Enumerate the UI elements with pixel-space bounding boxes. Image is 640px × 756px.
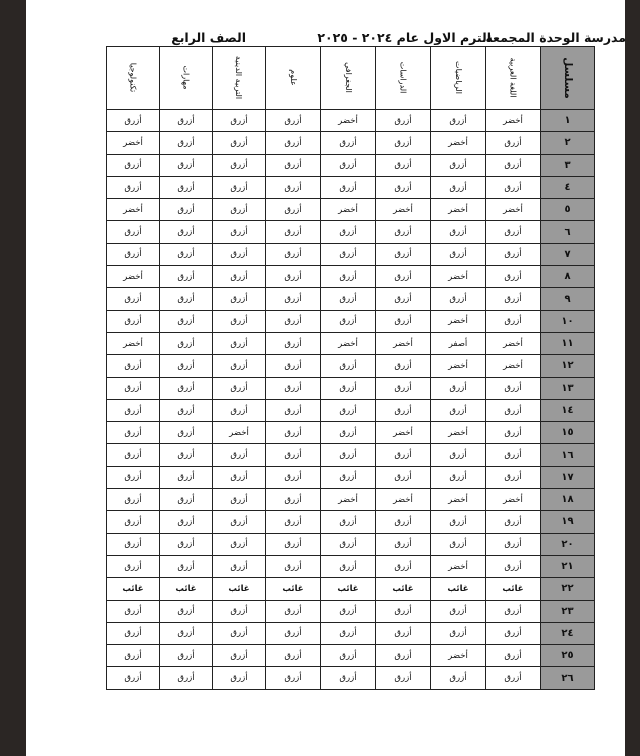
- column-header-label: علوم: [288, 69, 298, 86]
- grade-cell: أزرق: [486, 667, 541, 689]
- table-row: [107, 399, 595, 421]
- grade-cell: أزرق: [266, 176, 321, 198]
- grade-cell: أخضر: [431, 422, 486, 444]
- grade-cell: أزرق: [160, 533, 213, 555]
- grade-cell: أزرق: [213, 266, 266, 288]
- grade-cell: أزرق: [431, 176, 486, 198]
- column-header: [213, 47, 266, 110]
- serial-cell: ٨: [541, 266, 595, 288]
- grade-cell: أزرق: [376, 355, 431, 377]
- grade-cell: أزرق: [486, 243, 541, 265]
- grade-cell: أزرق: [160, 422, 213, 444]
- column-header: [486, 47, 541, 110]
- table-row: [107, 578, 595, 600]
- grade-cell: أزرق: [107, 288, 160, 310]
- table-row: [107, 266, 595, 288]
- grade-cell: أزرق: [213, 288, 266, 310]
- grade-cell: أزرق: [376, 533, 431, 555]
- column-header-label: التربية الدينية: [234, 55, 244, 100]
- grade-cell: أزرق: [213, 667, 266, 689]
- grade-cell: أزرق: [160, 199, 213, 221]
- grade-cell: أزرق: [486, 266, 541, 288]
- grade-cell: أخضر: [321, 489, 376, 511]
- grade-cell: أزرق: [486, 288, 541, 310]
- grade-cell: أزرق: [376, 310, 431, 332]
- grade-cell: أزرق: [321, 176, 376, 198]
- grade-cell: أزرق: [486, 310, 541, 332]
- grade-cell: غائب: [107, 578, 160, 600]
- column-header-label: الجغرافي: [343, 62, 353, 93]
- grade-cell: أخضر: [376, 199, 431, 221]
- grade-cell: غائب: [160, 578, 213, 600]
- table-row: [107, 466, 595, 488]
- grade-cell: أزرق: [266, 221, 321, 243]
- serial-cell: ٣: [541, 154, 595, 176]
- grade-cell: أخضر: [486, 332, 541, 354]
- serial-cell: ٢٤: [541, 622, 595, 644]
- column-header-label: الرياضيات: [453, 61, 463, 94]
- serial-cell: ٦: [541, 221, 595, 243]
- grade-cell: أزرق: [266, 489, 321, 511]
- grade-cell: أزرق: [266, 288, 321, 310]
- grade-cell: أزرق: [213, 377, 266, 399]
- grade-cell: أزرق: [431, 377, 486, 399]
- grade-cell: أزرق: [266, 243, 321, 265]
- serial-cell: ٢٠: [541, 533, 595, 555]
- grade-cell: أزرق: [266, 645, 321, 667]
- grade-cell: أزرق: [107, 176, 160, 198]
- grade-cell: أزرق: [160, 622, 213, 644]
- grade-cell: أزرق: [431, 221, 486, 243]
- grade-cell: أزرق: [431, 600, 486, 622]
- grade-cell: أزرق: [376, 377, 431, 399]
- serial-cell: ١٥: [541, 422, 595, 444]
- grade-cell: أزرق: [213, 645, 266, 667]
- column-header: [160, 47, 213, 110]
- table-row: [107, 243, 595, 265]
- grade-cell: أزرق: [266, 600, 321, 622]
- grade-cell: أزرق: [376, 154, 431, 176]
- grade-cell: أزرق: [160, 444, 213, 466]
- grade-cell: أزرق: [266, 310, 321, 332]
- column-header-label: اللغة العربية: [508, 57, 518, 98]
- grade-cell: أزرق: [213, 555, 266, 577]
- serial-cell: ٤: [541, 176, 595, 198]
- table-row: [107, 667, 595, 689]
- grade-cell: أزرق: [107, 600, 160, 622]
- grade-cell: أزرق: [321, 288, 376, 310]
- grade-cell: أزرق: [486, 600, 541, 622]
- grade-cell: أزرق: [107, 110, 160, 132]
- grade-cell: أخضر: [486, 355, 541, 377]
- grade-cell: أزرق: [321, 466, 376, 488]
- grade-cell: أزرق: [321, 422, 376, 444]
- grade-cell: أزرق: [160, 221, 213, 243]
- grade-cell: أزرق: [266, 199, 321, 221]
- grade-cell: أزرق: [321, 266, 376, 288]
- grade-cell: أزرق: [486, 622, 541, 644]
- grade-cell: أزرق: [160, 310, 213, 332]
- grade-cell: أزرق: [321, 555, 376, 577]
- table-row: [107, 288, 595, 310]
- serial-cell: ٥: [541, 199, 595, 221]
- grade-cell: أزرق: [376, 466, 431, 488]
- grade-cell: أزرق: [431, 154, 486, 176]
- grade-cell: أزرق: [160, 176, 213, 198]
- grade-cell: أزرق: [213, 310, 266, 332]
- grade-cell: أزرق: [321, 645, 376, 667]
- grade-cell: أزرق: [266, 422, 321, 444]
- grade-cell: أزرق: [376, 444, 431, 466]
- grade-cell: أزرق: [107, 243, 160, 265]
- grade-cell: أزرق: [160, 667, 213, 689]
- grade-cell: أزرق: [431, 511, 486, 533]
- serial-cell: ٩: [541, 288, 595, 310]
- grade-cell: أزرق: [266, 110, 321, 132]
- grade-cell: أزرق: [213, 154, 266, 176]
- grade-cell: أزرق: [107, 645, 160, 667]
- serial-cell: ١٤: [541, 399, 595, 421]
- grade-cell: أزرق: [266, 444, 321, 466]
- table-row: [107, 533, 595, 555]
- grade-cell: أزرق: [213, 399, 266, 421]
- grade-cell: أزرق: [376, 622, 431, 644]
- grade-label: الصف الرابع: [171, 30, 246, 45]
- serial-cell: ٢: [541, 132, 595, 154]
- grade-cell: أزرق: [266, 555, 321, 577]
- grade-cell: أزرق: [321, 622, 376, 644]
- grade-cell: أزرق: [486, 555, 541, 577]
- grade-cell: أزرق: [107, 489, 160, 511]
- grade-cell: أزرق: [266, 154, 321, 176]
- grade-cell: أزرق: [266, 511, 321, 533]
- serial-cell: ١٧: [541, 466, 595, 488]
- grade-cell: أزرق: [486, 377, 541, 399]
- grade-cell: أخضر: [431, 645, 486, 667]
- serial-cell: ٢٢: [541, 578, 595, 600]
- grade-cell: أزرق: [266, 667, 321, 689]
- grade-cell: أزرق: [431, 533, 486, 555]
- grade-cell: أزرق: [376, 221, 431, 243]
- grade-cell: أزرق: [213, 199, 266, 221]
- grade-cell: أزرق: [160, 377, 213, 399]
- grade-cell: أزرق: [213, 243, 266, 265]
- grade-cell: أزرق: [160, 154, 213, 176]
- grade-cell: أزرق: [431, 466, 486, 488]
- table-row: [107, 199, 595, 221]
- column-header: [266, 47, 321, 110]
- grade-cell: أزرق: [160, 645, 213, 667]
- serial-cell: ١٨: [541, 489, 595, 511]
- column-header-label: مهارات: [181, 65, 191, 90]
- grade-cell: أزرق: [376, 266, 431, 288]
- grade-cell: أزرق: [160, 110, 213, 132]
- table-row: [107, 110, 595, 132]
- results-table: [106, 46, 595, 690]
- grade-cell: أزرق: [266, 399, 321, 421]
- grade-cell: أخضر: [321, 110, 376, 132]
- grade-cell: أزرق: [321, 355, 376, 377]
- grade-cell: أخضر: [321, 199, 376, 221]
- serial-cell: ١: [541, 110, 595, 132]
- grade-cell: أزرق: [486, 154, 541, 176]
- grade-cell: أزرق: [486, 221, 541, 243]
- grade-cell: أزرق: [107, 667, 160, 689]
- grade-cell: أزرق: [160, 332, 213, 354]
- grade-cell: أخضر: [431, 132, 486, 154]
- grade-cell: أزرق: [486, 533, 541, 555]
- grade-cell: أخضر: [431, 310, 486, 332]
- grade-cell: أزرق: [213, 622, 266, 644]
- grade-cell: أخضر: [431, 355, 486, 377]
- table-row: [107, 600, 595, 622]
- grade-cell: أزرق: [431, 444, 486, 466]
- grade-cell: أزرق: [160, 555, 213, 577]
- grade-cell: أزرق: [107, 221, 160, 243]
- serial-cell: ٧: [541, 243, 595, 265]
- grade-cell: أزرق: [107, 466, 160, 488]
- grade-cell: أزرق: [213, 466, 266, 488]
- grade-cell: أخضر: [107, 199, 160, 221]
- grade-cell: أخضر: [376, 332, 431, 354]
- serial-cell: ٢٦: [541, 667, 595, 689]
- grade-cell: أزرق: [107, 622, 160, 644]
- grade-cell: أزرق: [266, 355, 321, 377]
- grade-cell: أزرق: [486, 132, 541, 154]
- grade-cell: أزرق: [107, 533, 160, 555]
- grade-cell: أزرق: [213, 511, 266, 533]
- serial-cell: ٢٣: [541, 600, 595, 622]
- grade-cell: أزرق: [213, 132, 266, 154]
- grade-cell: أزرق: [213, 489, 266, 511]
- grade-cell: أزرق: [431, 399, 486, 421]
- grade-cell: أزرق: [321, 444, 376, 466]
- table-row: [107, 645, 595, 667]
- grade-cell: أزرق: [376, 511, 431, 533]
- serial-cell: ١٠: [541, 310, 595, 332]
- grade-cell: أزرق: [431, 622, 486, 644]
- grade-cell: أزرق: [376, 110, 431, 132]
- table-header-row: [107, 47, 595, 110]
- column-header: [321, 47, 376, 110]
- grade-cell: أزرق: [376, 176, 431, 198]
- grade-cell: أزرق: [321, 154, 376, 176]
- grade-cell: أزرق: [376, 399, 431, 421]
- grade-cell: أخضر: [486, 489, 541, 511]
- grade-cell: أزرق: [266, 332, 321, 354]
- grade-cell: غائب: [321, 578, 376, 600]
- grade-cell: أخضر: [107, 132, 160, 154]
- grade-cell: أزرق: [107, 555, 160, 577]
- grade-cell: أزرق: [213, 110, 266, 132]
- table-row: [107, 310, 595, 332]
- grade-cell: أزرق: [160, 466, 213, 488]
- grade-cell: أزرق: [213, 355, 266, 377]
- table-row: [107, 555, 595, 577]
- grade-cell: أزرق: [486, 176, 541, 198]
- table-row: [107, 154, 595, 176]
- table-row: [107, 422, 595, 444]
- table-body: [107, 110, 595, 690]
- table-row: [107, 132, 595, 154]
- column-header-label: مسلسل: [561, 57, 574, 99]
- table-row: [107, 511, 595, 533]
- serial-cell: ١٣: [541, 377, 595, 399]
- column-header: [376, 47, 431, 110]
- grade-cell: أزرق: [321, 310, 376, 332]
- grade-cell: أزرق: [213, 444, 266, 466]
- grade-cell: أزرق: [160, 511, 213, 533]
- grade-cell: أزرق: [431, 110, 486, 132]
- grade-cell: أزرق: [266, 622, 321, 644]
- table-row: [107, 355, 595, 377]
- table-row: [107, 221, 595, 243]
- grade-cell: أزرق: [431, 288, 486, 310]
- grade-cell: أزرق: [486, 422, 541, 444]
- serial-cell: ١٩: [541, 511, 595, 533]
- grade-cell: أزرق: [376, 600, 431, 622]
- grade-cell: أزرق: [160, 355, 213, 377]
- grade-cell: أزرق: [376, 667, 431, 689]
- grade-cell: أزرق: [160, 399, 213, 421]
- grade-cell: أخضر: [486, 110, 541, 132]
- grade-cell: أزرق: [107, 154, 160, 176]
- school-name: مدرسة الوحدة المجمعة: [485, 30, 626, 45]
- grade-cell: أخضر: [376, 422, 431, 444]
- grade-cell: أزرق: [160, 288, 213, 310]
- grade-cell: أزرق: [160, 266, 213, 288]
- grade-cell: أزرق: [376, 132, 431, 154]
- term-title: الترم الاول عام ٢٠٢٤ - ٢٠٢٥: [317, 30, 491, 45]
- grade-cell: أصفر: [431, 332, 486, 354]
- table-row: [107, 444, 595, 466]
- grade-cell: أزرق: [321, 243, 376, 265]
- grade-cell: أزرق: [321, 221, 376, 243]
- grade-cell: أزرق: [321, 533, 376, 555]
- table-row: [107, 622, 595, 644]
- grade-cell: أزرق: [486, 444, 541, 466]
- grade-cell: أزرق: [431, 667, 486, 689]
- grade-cell: أزرق: [376, 645, 431, 667]
- grade-cell: أزرق: [376, 243, 431, 265]
- grade-cell: أزرق: [266, 466, 321, 488]
- grade-cell: غائب: [486, 578, 541, 600]
- column-header: [431, 47, 486, 110]
- grade-cell: أخضر: [107, 332, 160, 354]
- grade-cell: أزرق: [107, 310, 160, 332]
- grade-cell: أزرق: [486, 645, 541, 667]
- grade-cell: أزرق: [213, 600, 266, 622]
- grade-cell: أزرق: [486, 511, 541, 533]
- column-header-label: الدراسات: [398, 61, 408, 94]
- table-row: [107, 176, 595, 198]
- serial-cell: ١٢: [541, 355, 595, 377]
- grade-cell: أزرق: [486, 466, 541, 488]
- grade-cell: أزرق: [486, 399, 541, 421]
- grade-cell: أخضر: [213, 422, 266, 444]
- grade-cell: أخضر: [431, 555, 486, 577]
- grade-cell: أزرق: [431, 243, 486, 265]
- grade-cell: أخضر: [107, 266, 160, 288]
- serial-cell: ١٦: [541, 444, 595, 466]
- grade-cell: غائب: [376, 578, 431, 600]
- grade-cell: أخضر: [376, 489, 431, 511]
- serial-cell: ٢٥: [541, 645, 595, 667]
- grade-cell: أزرق: [321, 132, 376, 154]
- grade-cell: أزرق: [107, 422, 160, 444]
- grade-cell: أزرق: [266, 533, 321, 555]
- grade-cell: أزرق: [107, 355, 160, 377]
- table-row: [107, 377, 595, 399]
- grade-cell: أزرق: [266, 132, 321, 154]
- grade-cell: أزرق: [321, 377, 376, 399]
- grade-cell: غائب: [266, 578, 321, 600]
- grade-cell: أزرق: [107, 399, 160, 421]
- grade-cell: أزرق: [376, 555, 431, 577]
- grade-cell: أزرق: [376, 288, 431, 310]
- table-row: [107, 489, 595, 511]
- grade-cell: أخضر: [486, 199, 541, 221]
- grade-cell: أزرق: [107, 444, 160, 466]
- grade-cell: أخضر: [431, 489, 486, 511]
- grade-cell: أزرق: [160, 600, 213, 622]
- table-row: [107, 332, 595, 354]
- grade-cell: أزرق: [213, 533, 266, 555]
- grade-cell: غائب: [213, 578, 266, 600]
- grade-cell: أزرق: [321, 667, 376, 689]
- grade-cell: غائب: [431, 578, 486, 600]
- grade-cell: أزرق: [213, 176, 266, 198]
- grade-cell: أزرق: [107, 377, 160, 399]
- grade-cell: أزرق: [266, 266, 321, 288]
- serial-cell: ٢١: [541, 555, 595, 577]
- grade-cell: أزرق: [321, 399, 376, 421]
- column-header-label: تكنولوجيا: [128, 62, 138, 93]
- serial-cell: ١١: [541, 332, 595, 354]
- grade-cell: أزرق: [107, 511, 160, 533]
- column-header-serial: [541, 47, 595, 110]
- grade-cell: أخضر: [431, 266, 486, 288]
- grade-cell: أزرق: [321, 511, 376, 533]
- grade-cell: أزرق: [266, 377, 321, 399]
- grade-cell: أخضر: [431, 199, 486, 221]
- grade-cell: أزرق: [160, 243, 213, 265]
- grade-cell: أزرق: [160, 489, 213, 511]
- grade-cell: أزرق: [160, 132, 213, 154]
- grade-cell: أزرق: [213, 221, 266, 243]
- column-header: [107, 47, 160, 110]
- grade-cell: أخضر: [321, 332, 376, 354]
- grade-cell: أزرق: [213, 332, 266, 354]
- grade-cell: أزرق: [321, 600, 376, 622]
